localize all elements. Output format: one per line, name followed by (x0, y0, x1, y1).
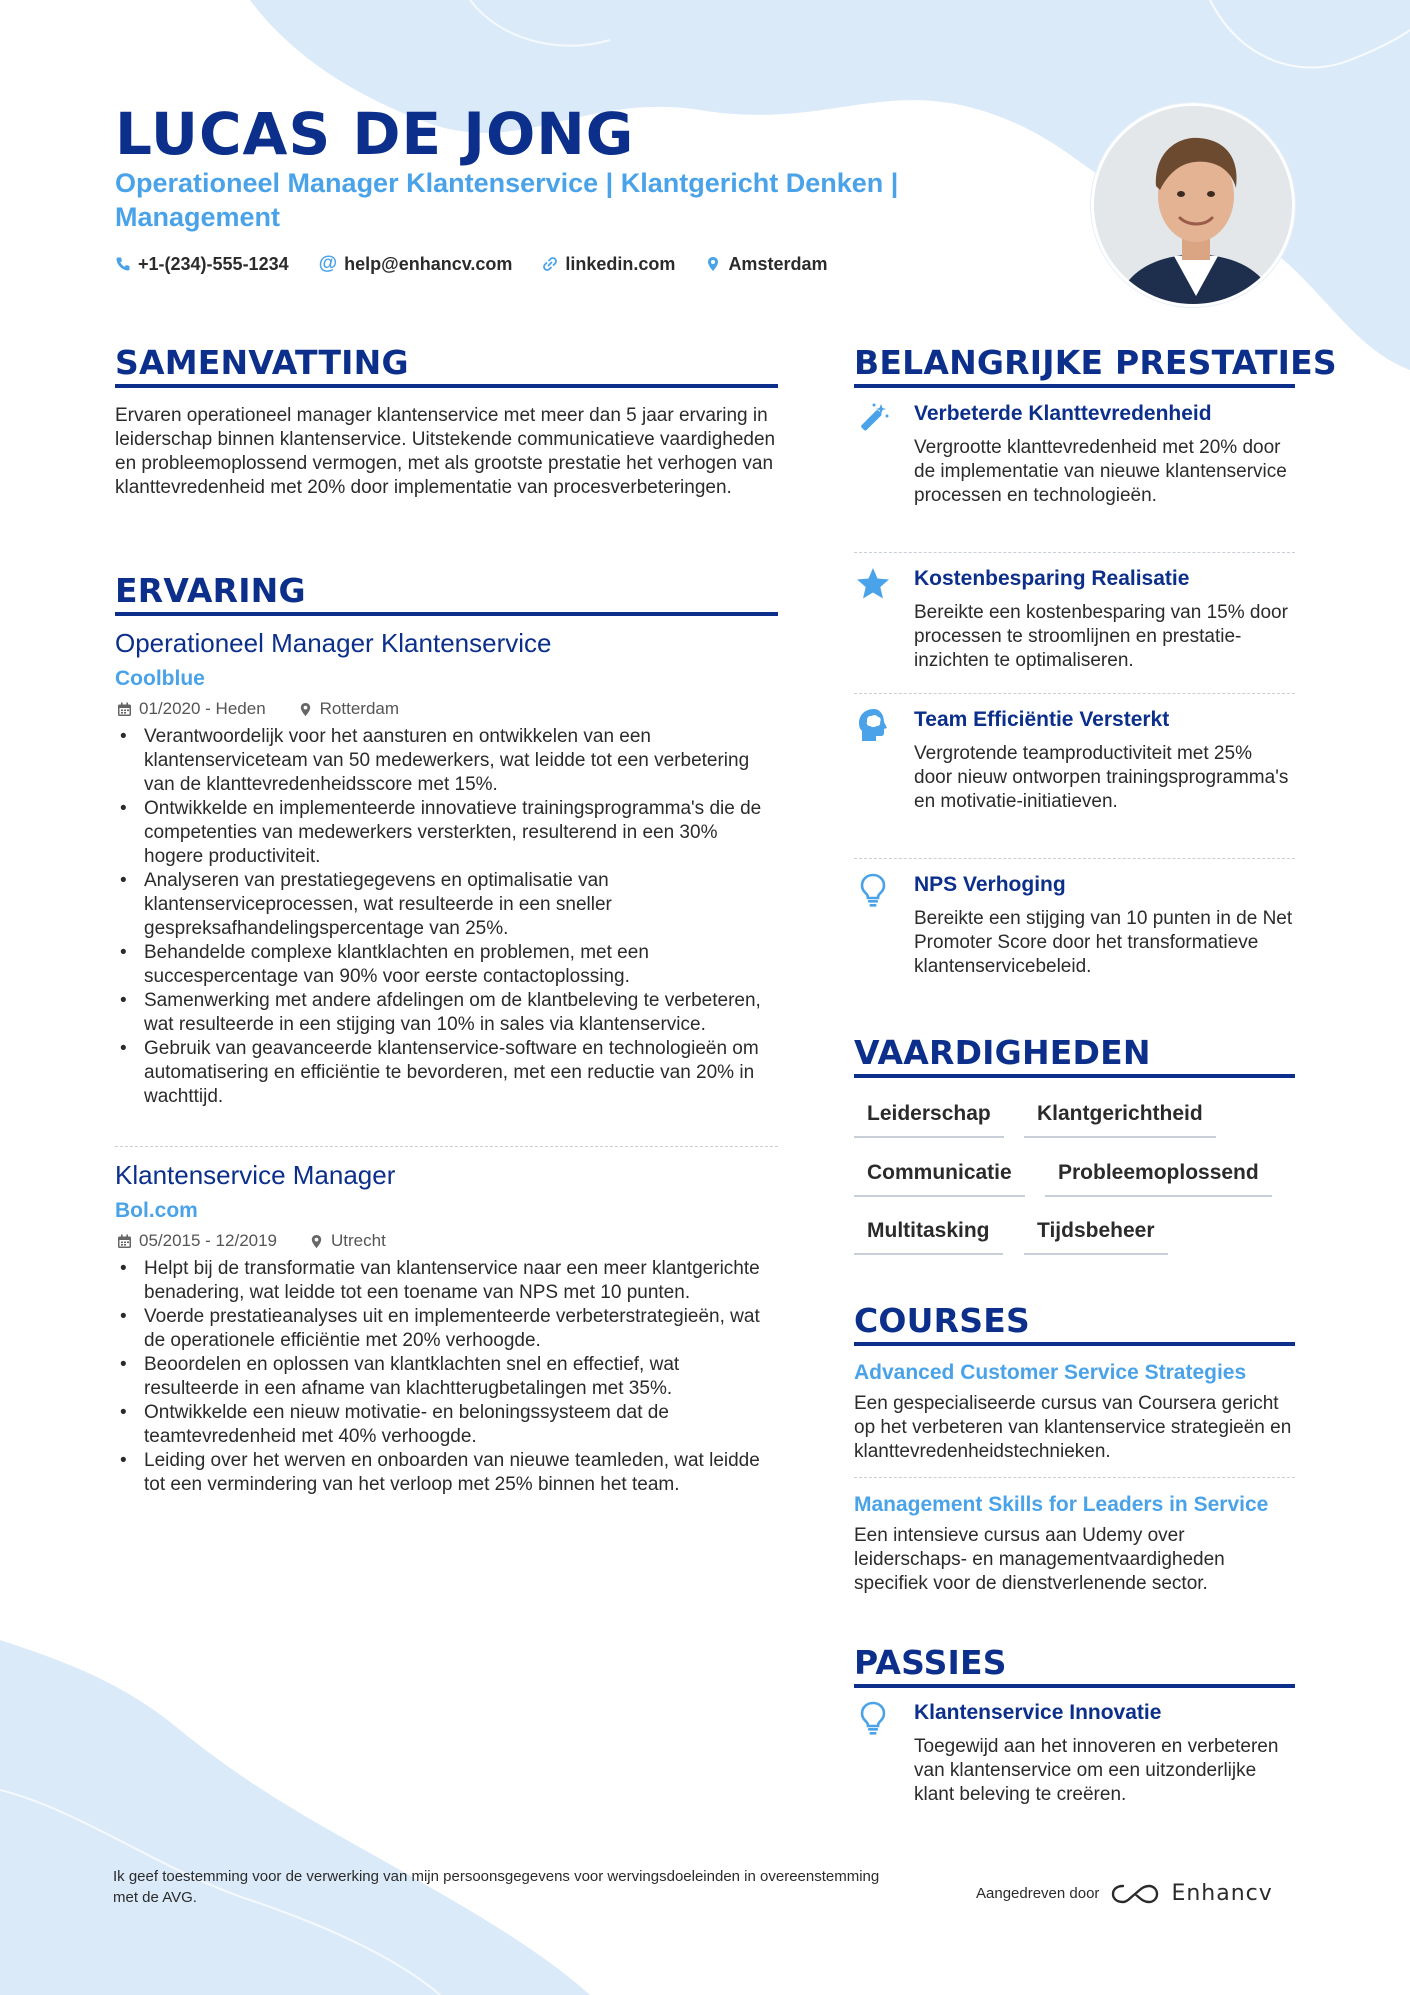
achievement-title: Verbeterde Klanttevredenheid (914, 402, 1212, 425)
achievements-heading: BELANGRIJKE PRESTATIES (854, 343, 1337, 382)
passion-item (854, 1699, 1294, 1819)
passion-text: Toegewijd aan het innoveren en verbeteren van klantenservice om een uitzonderlijke klant beleving te creëren. (914, 1736, 1279, 1805)
list-item: • Analyseren van prestatiegegevens en optimalisatie van klantenserviceprocessen, wat resulteerde in een sneller gespreksafhandelingspercentage van 25%. (115, 869, 778, 941)
lightbulb-icon (854, 1699, 892, 1737)
achievement-title: Team Efficiëntie Versterkt (914, 708, 1170, 731)
achievement-title: Kostenbesparing Realisatie (914, 567, 1190, 590)
calendar-icon (117, 1234, 132, 1249)
contact-linkedin[interactable] (542, 253, 675, 275)
divider (854, 552, 1295, 553)
job-location (309, 1231, 386, 1251)
summary-rule (115, 384, 778, 388)
divider (115, 1146, 778, 1147)
calendar-icon (117, 702, 132, 717)
link-icon (542, 256, 558, 272)
achievement-text: Bereikte een stijging van 10 punten in de Net Promoter Score door het transformatieve klantenservicebeleid. (914, 908, 1293, 977)
achievement-item (854, 400, 1294, 540)
achievements-rule (854, 384, 1295, 388)
lightbulb-icon (854, 871, 892, 909)
skill-tag: Klantgerichtheid (1024, 1102, 1216, 1138)
contact-location (705, 253, 827, 275)
location-pin-icon (298, 702, 313, 717)
divider (854, 693, 1295, 694)
list-item: • Helpt bij de transformatie van klantenservice naar een meer klantgerichte benadering, wat leidde tot een toename van NPS met 10 punten. (115, 1257, 778, 1305)
email-text: help@enhancv.com (344, 253, 513, 274)
list-item: • Leiding over het werven en onboarden van nieuwe teamleden, wat leidde tot een vermindering van het verloop met 25% binnen het team. (115, 1449, 778, 1497)
course-text: Een intensieve cursus aan Udemy over leiderschaps- en managementvaardigheden specifiek voor de dienstverlenende sector. (854, 1525, 1225, 1594)
job-dates-text: 01/2020 - Heden (139, 699, 266, 718)
consent-text: Ik geef toestemming voor de verwerking van mijn persoonsgegevens voor wervingsdoeleinden in overeenstemming met de AVG. (113, 1868, 880, 1906)
passions-rule (854, 1684, 1295, 1688)
location-pin-icon (309, 1234, 324, 1249)
list-item: • Beoordelen en oplossen van klantklachten snel en effectief, wat resulteerde in een afname van klachtterugbetalingen met 35%. (115, 1353, 778, 1401)
linkedin-text: linkedin.com (565, 253, 676, 274)
candidate-name: LUCAS DE JONG (115, 100, 635, 168)
divider (854, 858, 1295, 859)
divider (854, 1477, 1295, 1478)
list-item: • Behandelde complexe klantklachten en problemen, met een succespercentage van 90% voor eerste contactoplossing. (115, 941, 778, 989)
company-name: Coolblue (115, 667, 205, 690)
skill-tag: Probleemoplossend (1045, 1161, 1272, 1197)
magic-wand-icon (854, 400, 892, 438)
location-pin-icon (705, 256, 721, 272)
achievement-item (854, 871, 1294, 981)
star-icon (854, 565, 892, 603)
course-text: Een gespecialiseerde cursus van Coursera gericht op het verbeteren van klantenservice strategieën en klanttevredenheidstechnieken. (854, 1393, 1292, 1462)
job-meta (117, 1231, 408, 1251)
achievement-text: Vergrootte klanttevredenheid met 20% door de implementatie van nieuwe klantenservice processen en technologieën. (914, 437, 1287, 506)
job-location-text: Rotterdam (319, 699, 400, 718)
at-icon: @ (318, 253, 338, 274)
headline: Operationeel Manager Klantenservice | Klantgericht Denken | Management (115, 168, 899, 232)
skill-tag: Communicatie (854, 1161, 1025, 1197)
job-dates (117, 1231, 277, 1251)
phone-text: +1-(234)-555-1234 (138, 253, 289, 274)
job-dates (117, 699, 266, 719)
list-item: • Verantwoordelijk voor het aansturen en ontwikkelen van een klantenserviceteam van 50 medewerkers, wat leidde tot een verbetering van de klanttevredenheidsscore met 15%. (115, 725, 778, 797)
skill-tag: Leiderschap (854, 1102, 1004, 1138)
achievement-text: Vergrotende teamproductiviteit met 25% door nieuw ontworpen trainingsprogramma's en motivatie-initiatieven. (914, 743, 1289, 812)
phone-icon (115, 256, 131, 272)
list-item: • Gebruik van geavanceerde klantenservice-software en technologieën om automatisering en efficiëntie te bevorderen, met een reductie van 20% in wachttijd. (115, 1037, 778, 1109)
list-item: • Voerde prestatieanalyses uit en implementeerde verbeterstrategieën, wat de operationele efficiëntie met 20% verhoogde. (115, 1305, 778, 1353)
enhancv-logo-icon (1111, 1882, 1159, 1906)
courses-heading: COURSES (854, 1301, 1030, 1340)
experience-heading: ERVARING (115, 571, 306, 610)
location-text: Amsterdam (728, 253, 828, 274)
job-bullets (115, 1257, 778, 1497)
job-meta (117, 699, 421, 719)
job-dates-text: 05/2015 - 12/2019 (139, 1231, 278, 1250)
achievement-item (854, 565, 1294, 680)
experience-rule (115, 612, 778, 616)
brand-name: Enhancv (1171, 1881, 1273, 1906)
job-location-text: Utrecht (331, 1231, 386, 1250)
powered-by-label: Aangedreven door (976, 1885, 1100, 1902)
achievement-text: Bereikte een kostenbesparing van 15% door processen te stroomlijnen en prestatie-inzichten te optimaliseren. (914, 602, 1288, 671)
passions-heading: PASSIES (854, 1643, 1007, 1682)
company-name: Bol.com (115, 1199, 198, 1222)
course-title: Management Skills for Leaders in Service (854, 1493, 1269, 1516)
passion-title: Klantenservice Innovatie (914, 1701, 1162, 1724)
job-title: Operationeel Manager Klantenservice (115, 628, 552, 658)
skills-heading: VAARDIGHEDEN (854, 1033, 1151, 1072)
achievement-item (854, 706, 1294, 846)
head-brain-icon (854, 706, 892, 744)
course-title: Advanced Customer Service Strategies (854, 1361, 1247, 1384)
list-item: • Ontwikkelde een nieuw motivatie- en beloningssysteem dat de teamtevredenheid met 40% verhoogde. (115, 1401, 778, 1449)
skills-rule (854, 1074, 1295, 1078)
portrait-illustration (1094, 106, 1295, 307)
skill-tag: Multitasking (854, 1219, 1003, 1255)
contact-bar (115, 253, 827, 275)
achievement-title: NPS Verhoging (914, 873, 1066, 896)
powered-by[interactable] (976, 1881, 1273, 1906)
summary-text: Ervaren operationeel manager klantenservice met meer dan 5 jaar ervaring in leiderschap binnen klantenservice. Uitstekende communicatieve vaardigheden en probleemoplossend vermogen, met als grootste prestatie het verhogen van klanttevredenheid met 20% door implementatie van procesverbeteringen. (115, 405, 776, 498)
job-bullets (115, 725, 778, 1109)
job-title: Klantenservice Manager (115, 1160, 396, 1190)
contact-phone[interactable] (115, 253, 289, 275)
skill-tag: Tijdsbeheer (1024, 1219, 1168, 1255)
job-location (298, 699, 399, 719)
list-item: • Samenwerking met andere afdelingen om de klantbeleving te verbeteren, wat resulteerde in een stijging van 10% in sales via klantenservice. (115, 989, 778, 1037)
courses-rule (854, 1342, 1295, 1346)
profile-photo (1091, 103, 1295, 307)
list-item: • Ontwikkelde en implementeerde innovatieve trainingsprogramma's die de competenties van medewerkers versterkten, resulterend in een 30% hogere productiviteit. (115, 797, 778, 869)
summary-heading: SAMENVATTING (115, 343, 409, 382)
contact-email[interactable] (319, 253, 513, 275)
